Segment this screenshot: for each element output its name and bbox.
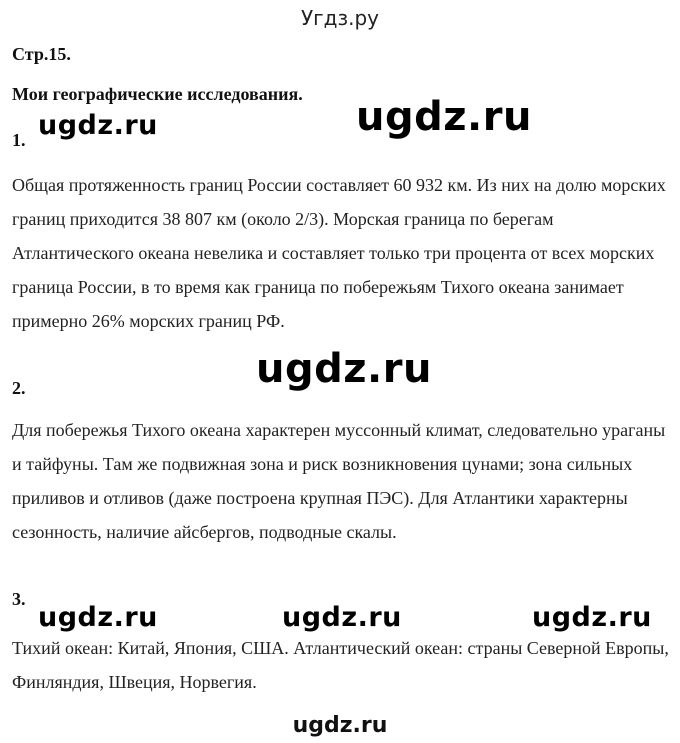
watermark: ugdz.ru xyxy=(282,602,402,633)
page-number: Стр.15. xyxy=(12,44,71,64)
question-number-2: 2. xyxy=(12,378,26,398)
answer-text-3: Тихий океан: Китай, Япония, США. Атлантический океан: страны Северной Европы, Финляндия, Швеция, Норвегия. xyxy=(12,638,669,692)
question-number-1: 1. xyxy=(12,130,26,150)
site-title: Угдз.ру xyxy=(300,6,380,30)
watermark: ugdz.ru xyxy=(532,602,652,633)
question-number-3: 3. xyxy=(12,589,26,609)
answer-text-1: Общая протяженность границ России составляет 60 932 км. Из них на долю морских границ приходится 38 807 км (около 2/3). Морская граница по берегам Атлантического океана невелика и составляет только три процента от всех морских граница России, в то время как граница по побережьям Тихого океана занимает примерно 26% морских границ РФ. xyxy=(12,175,666,331)
footer-watermark: ugdz.ru xyxy=(292,713,388,738)
watermark: ugdz.ru xyxy=(256,346,432,392)
watermark: ugdz.ru xyxy=(38,602,158,633)
section-heading: Мои географические исследования. xyxy=(12,84,303,104)
watermark: ugdz.ru xyxy=(356,94,532,140)
watermark: ugdz.ru xyxy=(38,110,158,141)
answer-text-2: Для побережья Тихого океана характерен муссонный климат, следовательно ураганы и тайфуны. Там же подвижная зона и риск возникновения цунами; зона сильных приливов и отливов (даже построена крупная ПЭС). Для Атлантики характерны сезонность, наличие айсбергов, подводные скалы. xyxy=(12,420,666,542)
